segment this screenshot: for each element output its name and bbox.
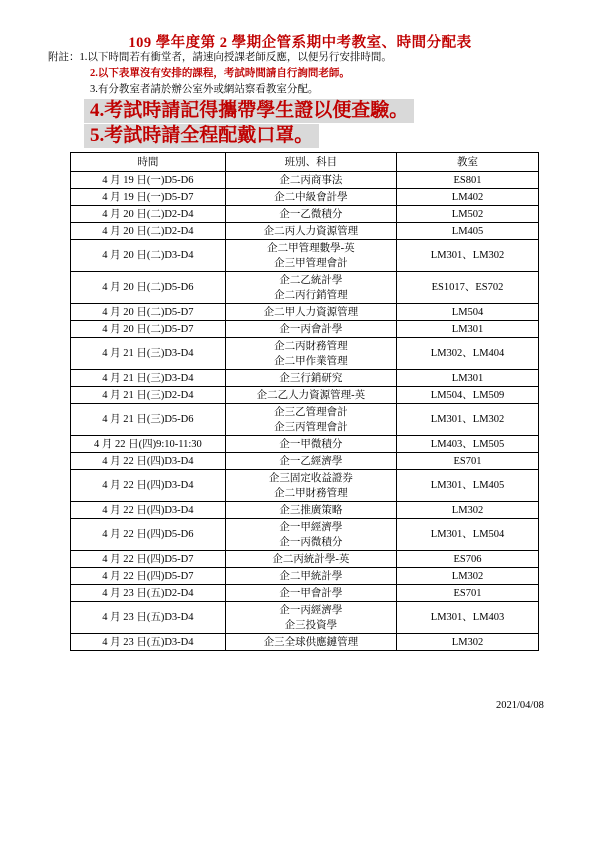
- cell-room: LM301、LM504: [397, 519, 539, 551]
- class-subject-line: 企二甲財務管理: [274, 487, 348, 499]
- cell-class-subject: [225, 338, 396, 370]
- cell-time: 4 月 20 日(二)D2-D4: [71, 223, 226, 240]
- cell-room: LM302: [397, 634, 539, 651]
- table-row: [71, 404, 539, 436]
- header-time: 時間: [71, 153, 226, 172]
- cell-class-subject: [225, 602, 396, 634]
- cell-time: 4 月 20 日(二)D5-D6: [71, 272, 226, 304]
- table-row: [71, 519, 539, 551]
- date-stamp: 2021/04/08: [496, 700, 544, 711]
- cell-room: ES1017、ES702: [397, 272, 539, 304]
- table-row: [71, 321, 539, 338]
- class-subject-line: 企二甲管理數學-英: [267, 242, 355, 254]
- cell-class-subject: [225, 551, 396, 568]
- cell-room: LM301、LM302: [397, 404, 539, 436]
- class-subject-line: 企三乙管理會計: [274, 406, 348, 418]
- cell-time: 4 月 22 日(四)D3-D4: [71, 502, 226, 519]
- cell-time: 4 月 20 日(二)D2-D4: [71, 206, 226, 223]
- class-subject-line: 企一甲會計學: [279, 587, 343, 599]
- class-subject-line: 企一乙微積分: [279, 208, 343, 220]
- cell-room: ES706: [397, 551, 539, 568]
- class-subject-line: 企二乙人力資源管理-英: [256, 389, 366, 401]
- class-subject-line: 企一丙會計學: [279, 323, 343, 335]
- exam-schedule-table: [70, 152, 539, 651]
- table-row: [71, 338, 539, 370]
- cell-time: 4 月 23 日(五)D3-D4: [71, 602, 226, 634]
- highlight-note-4: 4.考試時請記得攜帶學生證以便查驗。: [84, 99, 414, 123]
- cell-class-subject: [225, 470, 396, 502]
- cell-room: ES701: [397, 585, 539, 602]
- cell-class-subject: [225, 404, 396, 436]
- cell-time: 4 月 21 日(三)D3-D4: [71, 370, 226, 387]
- header-room: 教室: [397, 153, 539, 172]
- cell-time: 4 月 19 日(一)D5-D6: [71, 172, 226, 189]
- cell-class-subject: [225, 240, 396, 272]
- cell-time: 4 月 22 日(四)9:10-11:30: [71, 436, 226, 453]
- cell-room: ES801: [397, 172, 539, 189]
- cell-class-subject: [225, 585, 396, 602]
- table-row: [71, 551, 539, 568]
- cell-class-subject: [225, 189, 396, 206]
- table-row: [71, 436, 539, 453]
- cell-time: 4 月 22 日(四)D5-D6: [71, 519, 226, 551]
- class-subject-line: 企一丙微積分: [279, 536, 343, 548]
- header-class-subject: 班別、科目: [225, 153, 396, 172]
- cell-class-subject: [225, 321, 396, 338]
- table-row: [71, 568, 539, 585]
- cell-room: LM301、LM405: [397, 470, 539, 502]
- class-subject-line: 企二甲人力資源管理: [263, 306, 359, 318]
- class-subject-line: 企一乙經濟學: [279, 455, 343, 467]
- note-2: 2.以下表單沒有安排的課程，考試時間請自行詢問老師。: [90, 68, 350, 79]
- cell-time: 4 月 20 日(二)D5-D7: [71, 304, 226, 321]
- class-subject-line: 企二中級會計學: [274, 191, 348, 203]
- table-row: [71, 223, 539, 240]
- class-subject-line: 企二乙統計學: [279, 274, 343, 286]
- cell-time: 4 月 21 日(三)D3-D4: [71, 338, 226, 370]
- cell-room: ES701: [397, 453, 539, 470]
- cell-room: LM301: [397, 321, 539, 338]
- table-row: [71, 602, 539, 634]
- cell-room: LM504: [397, 304, 539, 321]
- cell-room: LM302: [397, 568, 539, 585]
- class-subject-line: 企二丙行銷管理: [274, 289, 348, 301]
- cell-time: 4 月 20 日(二)D3-D4: [71, 240, 226, 272]
- cell-room: LM403、LM505: [397, 436, 539, 453]
- class-subject-line: 企三丙管理會計: [274, 421, 348, 433]
- cell-room: LM301、LM302: [397, 240, 539, 272]
- cell-class-subject: [225, 387, 396, 404]
- class-subject-line: 企三固定收益證券: [268, 472, 353, 484]
- cell-time: 4 月 21 日(三)D5-D6: [71, 404, 226, 436]
- class-subject-line: 企一甲微積分: [279, 438, 343, 450]
- class-subject-line: 企三推廣策略: [279, 504, 343, 516]
- cell-room: LM502: [397, 206, 539, 223]
- class-subject-line: 企三全球供應鏈管理: [263, 636, 359, 648]
- class-subject-line: 企二丙商事法: [279, 174, 343, 186]
- cell-time: 4 月 22 日(四)D3-D4: [71, 470, 226, 502]
- cell-class-subject: [225, 519, 396, 551]
- cell-room: LM301、LM403: [397, 602, 539, 634]
- class-subject-line: 企二甲作業管理: [274, 355, 348, 367]
- table-row: [71, 585, 539, 602]
- table-row: [71, 272, 539, 304]
- cell-class-subject: [225, 304, 396, 321]
- table-row: [71, 172, 539, 189]
- class-subject-line: 企三甲管理會計: [274, 257, 348, 269]
- cell-time: 4 月 20 日(二)D5-D7: [71, 321, 226, 338]
- cell-time: 4 月 23 日(五)D3-D4: [71, 634, 226, 651]
- note-3: 3.有分教室者請於辦公室外或網站察看教室分配。: [90, 84, 319, 95]
- class-subject-line: 企一甲經濟學: [279, 521, 343, 533]
- class-subject-line: 企一丙經濟學: [279, 604, 343, 616]
- table-body: [71, 172, 539, 651]
- cell-time: 4 月 22 日(四)D5-D7: [71, 568, 226, 585]
- table-row: [71, 387, 539, 404]
- highlight-note-5: 5.考試時請全程配戴口罩。: [84, 124, 319, 148]
- table-header-row: [71, 153, 539, 172]
- cell-room: LM504、LM509: [397, 387, 539, 404]
- note-1: 附註：1.以下時間若有衝堂者，請速向授課老師反應，以便另行安排時間。: [48, 52, 392, 63]
- table-row: [71, 634, 539, 651]
- cell-time: 4 月 23 日(五)D2-D4: [71, 585, 226, 602]
- table-row: [71, 502, 539, 519]
- cell-room: LM402: [397, 189, 539, 206]
- class-subject-line: 企三投資學: [284, 619, 338, 631]
- class-subject-line: 企二甲統計學: [279, 570, 343, 582]
- cell-room: LM302、LM404: [397, 338, 539, 370]
- cell-time: 4 月 21 日(三)D2-D4: [71, 387, 226, 404]
- cell-class-subject: [225, 370, 396, 387]
- class-subject-line: 企二丙統計學-英: [272, 553, 350, 565]
- table-row: [71, 370, 539, 387]
- cell-class-subject: [225, 172, 396, 189]
- class-subject-line: 企三行銷研究: [279, 372, 343, 384]
- cell-class-subject: [225, 436, 396, 453]
- cell-class-subject: [225, 272, 396, 304]
- cell-class-subject: [225, 502, 396, 519]
- table-row: [71, 206, 539, 223]
- class-subject-line: 企二丙人力資源管理: [263, 225, 359, 237]
- cell-class-subject: [225, 223, 396, 240]
- table-row: [71, 240, 539, 272]
- cell-time: 4 月 22 日(四)D5-D7: [71, 551, 226, 568]
- class-subject-line: 企二丙財務管理: [274, 340, 348, 352]
- cell-room: LM302: [397, 502, 539, 519]
- table-row: [71, 470, 539, 502]
- page-title: 109 學年度第 2 學期企管系期中考教室、時間分配表: [128, 35, 472, 51]
- cell-class-subject: [225, 453, 396, 470]
- cell-class-subject: [225, 206, 396, 223]
- table-row: [71, 189, 539, 206]
- cell-room: LM301: [397, 370, 539, 387]
- cell-room: LM405: [397, 223, 539, 240]
- table-row: [71, 453, 539, 470]
- cell-class-subject: [225, 568, 396, 585]
- cell-time: 4 月 22 日(四)D3-D4: [71, 453, 226, 470]
- cell-time: 4 月 19 日(一)D5-D7: [71, 189, 226, 206]
- cell-class-subject: [225, 634, 396, 651]
- table-row: [71, 304, 539, 321]
